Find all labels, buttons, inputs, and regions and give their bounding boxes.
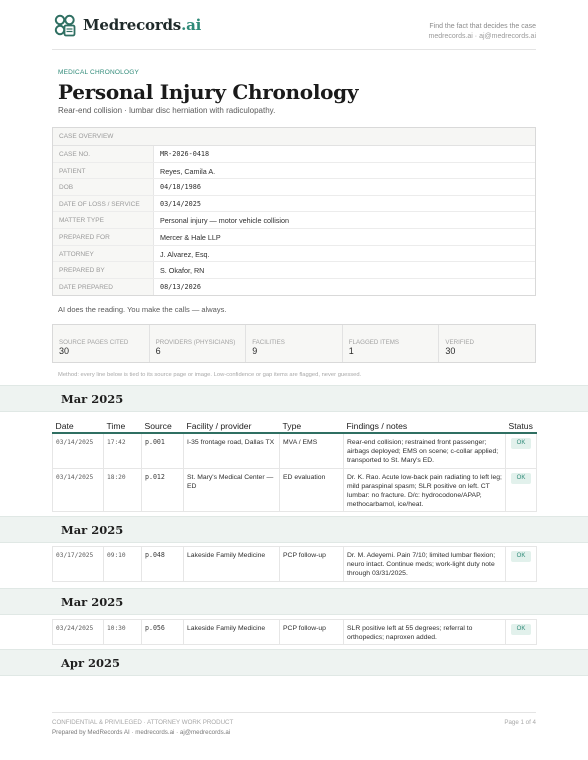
- overview-label: ATTORNEY: [53, 246, 154, 262]
- brand-logo[interactable]: [52, 12, 201, 38]
- stat-cell: [53, 325, 150, 362]
- entry-findings: SLR positive left at 55 degrees; referral to orthopedics; naproxen added.: [344, 620, 506, 645]
- header-tagline-block: [429, 22, 536, 42]
- document-subtitle: Rear-end collision · lumbar disc herniation with radiculopathy.: [58, 106, 276, 115]
- overview-row: [53, 179, 535, 196]
- entry-facility: I-35 frontage road, Dallas TX: [184, 433, 280, 468]
- overview-row: [53, 279, 535, 296]
- overview-value: Mercer & Hale LLP: [160, 232, 221, 242]
- stat-label: FLAGGED ITEMS: [348, 339, 399, 346]
- ai-disclaimer: AI does the reading. You make the calls — always.: [58, 305, 227, 314]
- month-header: [0, 385, 588, 412]
- entry-findings: Rear-end collision; restrained front passenger; airbags deployed; EMS on scene; c-collar applied; transported to St. Mary's ED.: [344, 433, 506, 468]
- month-label: Mar 2025: [61, 392, 124, 406]
- entry-time: 18:20: [104, 468, 142, 512]
- month-header: [0, 516, 588, 543]
- summary-stats: [52, 324, 536, 363]
- entry-status: [506, 468, 537, 512]
- column-header-time[interactable]: Time: [104, 418, 142, 433]
- stat-cell: [150, 325, 247, 362]
- entry-date: 03/17/2025: [53, 547, 104, 582]
- page-footer: [52, 712, 536, 738]
- column-header-source[interactable]: Source: [142, 418, 184, 433]
- overview-row: [53, 246, 535, 263]
- entry-source-link[interactable]: p.048: [142, 547, 184, 582]
- overview-row: [53, 262, 535, 279]
- document-title: Personal Injury Chronology: [58, 80, 359, 104]
- stat-label: PROVIDERS (PHYSICIANS): [155, 339, 236, 346]
- entry-type: PCP follow-up: [280, 620, 344, 645]
- entry-type: PCP follow-up: [280, 547, 344, 582]
- column-header-date[interactable]: Date: [53, 418, 104, 433]
- page-number: Page 1 of 4: [504, 719, 536, 726]
- overview-row: [53, 229, 535, 246]
- entry-time: 09:10: [104, 547, 142, 582]
- stat-value: 9: [252, 346, 258, 356]
- footer-prepared-by: Prepared by MedRecords AI · medrecords.ai · aj@medrecords.ai: [52, 729, 231, 736]
- overview-label: PATIENT: [53, 163, 154, 179]
- status-badge: OK: [511, 473, 532, 484]
- table-row: [53, 468, 537, 512]
- stat-cell: [246, 325, 343, 362]
- brand-name-main: Medrecords: [83, 16, 182, 34]
- entry-type: MVA / EMS: [280, 433, 344, 468]
- column-header-facility[interactable]: Facility / provider: [184, 418, 280, 433]
- stat-value: 30: [59, 346, 70, 356]
- overview-row: [53, 163, 535, 180]
- stat-value: 30: [445, 346, 456, 356]
- overview-value: 08/13/2026: [160, 282, 201, 291]
- stat-cell: [343, 325, 440, 362]
- brand-name: [83, 16, 201, 34]
- method-note: Method: every line below is tied to its source page or image. Low-confidence or gap items are flagged, never guessed.: [58, 372, 362, 378]
- overview-label: PREPARED FOR: [53, 229, 154, 245]
- overview-label: CASE NO.: [53, 146, 154, 162]
- column-header-status[interactable]: Status: [506, 418, 537, 433]
- case-overview-table: [52, 127, 536, 296]
- overview-value: Personal injury — motor vehicle collision: [160, 216, 290, 226]
- entry-facility: Lakeside Family Medicine: [184, 547, 280, 582]
- overview-value: 03/14/2025: [160, 199, 201, 208]
- stat-cell: [439, 325, 535, 362]
- overview-value: MR-2026-0418: [160, 150, 210, 158]
- table-row: [53, 547, 537, 582]
- column-header-type[interactable]: Type: [280, 418, 344, 433]
- entry-status: [506, 620, 537, 645]
- overview-label: DOB: [53, 179, 154, 195]
- case-overview-heading: CASE OVERVIEW: [53, 128, 535, 146]
- header-tagline: Find the fact that decides the case: [429, 23, 536, 30]
- entry-status: [506, 433, 537, 468]
- brand-name-suffix: .ai: [181, 16, 202, 34]
- stat-value: 6: [155, 346, 161, 356]
- entry-source-link[interactable]: p.012: [142, 468, 184, 512]
- month-label: Mar 2025: [61, 523, 124, 537]
- entry-date: 03/14/2025: [53, 433, 104, 468]
- stat-label: FACILITIES: [252, 339, 285, 346]
- overview-label: DATE PREPARED: [53, 279, 154, 296]
- month-header: [0, 588, 588, 615]
- overview-label: DATE OF LOSS / SERVICE: [53, 196, 154, 212]
- entry-date: 03/14/2025: [53, 468, 104, 512]
- overview-value: Reyes, Camila A.: [160, 166, 216, 176]
- chronology-table: [52, 546, 537, 582]
- entry-facility: Lakeside Family Medicine: [184, 620, 280, 645]
- overview-row: [53, 146, 535, 163]
- stat-label: SOURCE PAGES CITED: [59, 339, 129, 346]
- chronology-table: [52, 418, 537, 512]
- table-row: [53, 433, 537, 468]
- entry-time: 17:42: [104, 433, 142, 468]
- medrecords-logo-icon: [52, 12, 78, 38]
- table-row: [53, 620, 537, 645]
- overview-label: PREPARED BY: [53, 262, 154, 278]
- status-badge: OK: [511, 438, 532, 449]
- overview-value: S. Okafor, RN: [160, 266, 205, 276]
- header-contact[interactable]: medrecords.ai · aj@medrecords.ai: [428, 33, 536, 40]
- entry-findings: Dr. K. Rao. Acute low-back pain radiating to left leg; mild paraspinal spasm; SLR positive on left. CT lumbar: no fracture. D/c: hydrocodone/APAP, methocarbamol, ice/heat.: [344, 468, 506, 512]
- entry-type: ED evaluation: [280, 468, 344, 512]
- overview-label: MATTER TYPE: [53, 212, 154, 228]
- entry-findings: Dr. M. Adeyemi. Pain 7/10; limited lumbar flexion; neuro intact. Continue meds; work-light duty note through 03/31/2025.: [344, 547, 506, 582]
- chronology-table: [52, 619, 537, 645]
- status-badge: OK: [511, 551, 532, 562]
- column-header-findings[interactable]: Findings / notes: [344, 418, 506, 433]
- footer-confidential: CONFIDENTIAL & PRIVILEGED · ATTORNEY WORK PRODUCT: [52, 719, 234, 726]
- table-header-row: [53, 418, 537, 433]
- month-label: Mar 2025: [61, 595, 124, 609]
- status-badge: OK: [511, 624, 532, 635]
- entry-status: [506, 547, 537, 582]
- entry-time: 10:30: [104, 620, 142, 645]
- overview-value: J. Alvarez, Esq.: [160, 249, 210, 259]
- stat-label: VERIFIED: [445, 339, 474, 346]
- entry-date: 03/24/2025: [53, 620, 104, 645]
- entry-facility: St. Mary's Medical Center — ED: [184, 468, 280, 512]
- month-label: Apr 2025: [61, 656, 121, 670]
- page-header: [52, 12, 536, 50]
- month-header: [0, 649, 588, 676]
- overview-row: [53, 196, 535, 213]
- entry-source-link[interactable]: p.056: [142, 620, 184, 645]
- stat-value: 1: [348, 346, 354, 356]
- document-eyebrow: MEDICAL CHRONOLOGY: [58, 69, 140, 76]
- entry-source-link[interactable]: p.001: [142, 433, 184, 468]
- overview-value: 04/18/1986: [160, 183, 201, 192]
- overview-row: [53, 212, 535, 229]
